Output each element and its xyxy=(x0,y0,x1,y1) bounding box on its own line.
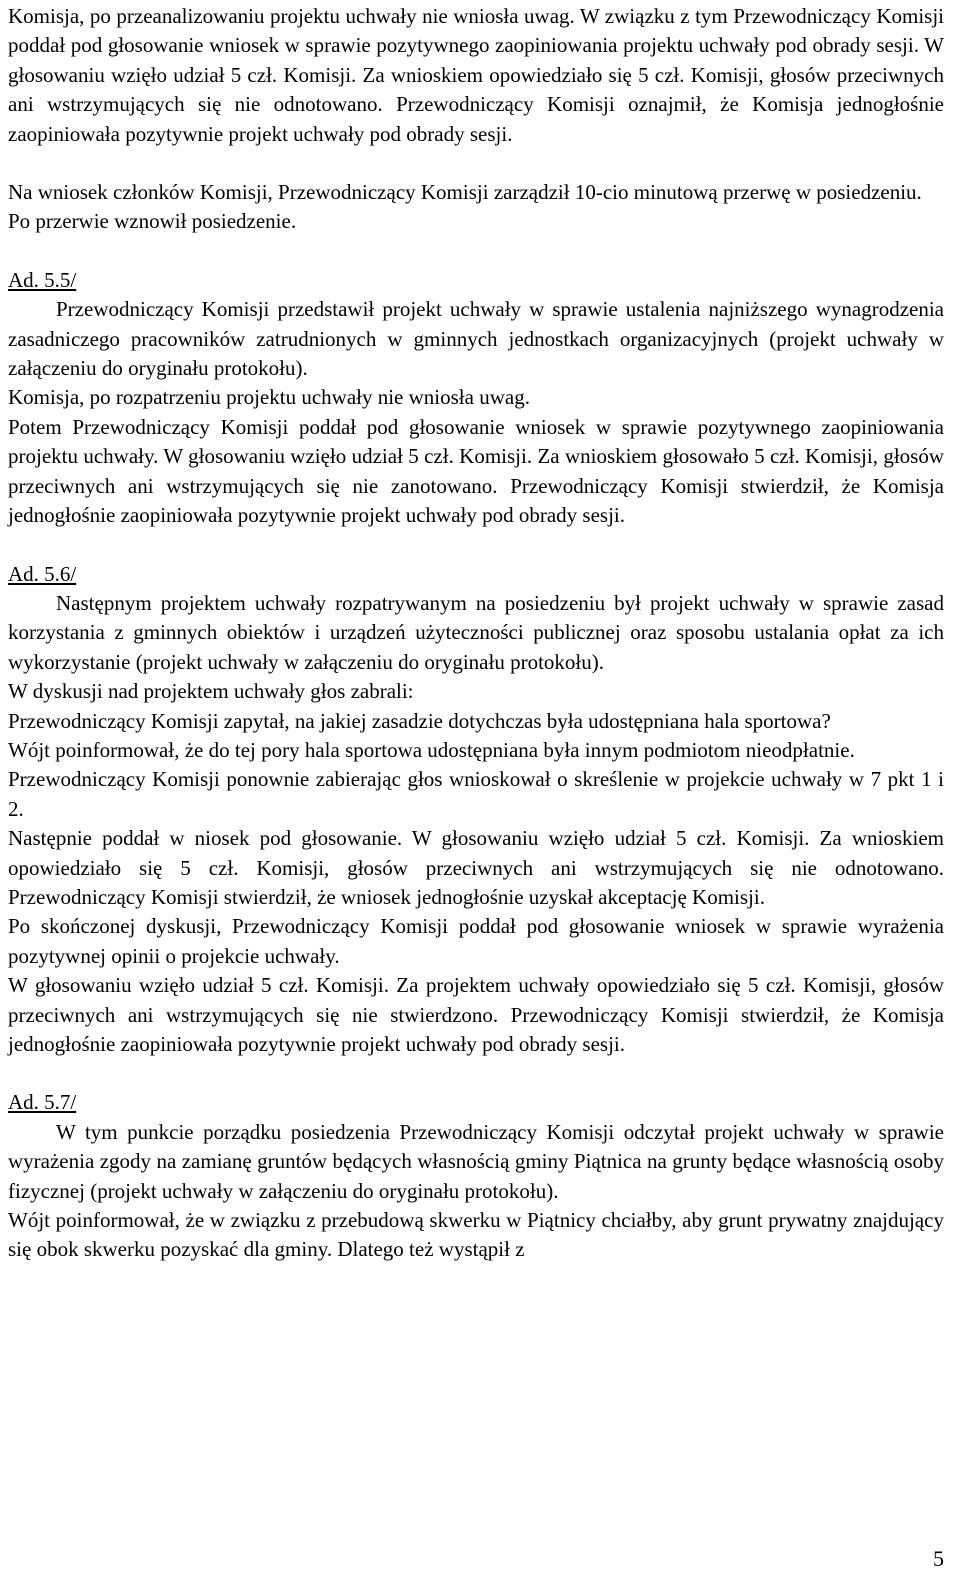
paragraph: Po skończonej dyskusji, Przewodniczący Komisji poddał pod głosowanie wniosek w sprawie wyrażenia pozytywnej opinii o projekcie uchwały. xyxy=(8,914,944,968)
spacer xyxy=(8,149,944,178)
paragraph: Komisja, po przeanalizowaniu projektu uchwały nie wniosła uwag. W związku z tym Przewodniczący Komisji poddał pod głosowanie wniosek w sprawie pozytywnego zaopiniowania projektu uchwały pod obrady sesji. W głosowaniu wzięło udział 5 czł. Komisji. Za wnioskiem opowiedziało się 5 czł. Komisji, głosów przeciwnych ani wstrzymujących się nie odnotowano. Przewodniczący Komisji oznajmił, że Komisja jednogłośnie zaopiniowała pozytywnie projekt uchwały pod obrady sesji. xyxy=(8,4,944,146)
paragraph: Przewodniczący Komisji ponownie zabierając głos wnioskował o skreślenie w projekcie uchwały w 7 pkt 1 i 2. xyxy=(8,767,944,821)
page-number: 5 xyxy=(933,1546,944,1571)
paragraph: Na wniosek członków Komisji, Przewodniczący Komisji zarządził 10-cio minutową przerwę w posiedzeniu. xyxy=(8,180,922,205)
spacer xyxy=(8,1059,944,1088)
paragraph: Wójt poinformował, że do tej pory hala sportowa udostępniana była innym podmiotom nieodpłatnie. xyxy=(8,737,855,762)
paragraph: Wójt poinformował, że w związku z przebudową skwerku w Piątnicy chciałby, aby grunt prywatny znajdujący się obok skwerku pozyskać dla gminy. Dlatego też wystąpił z xyxy=(8,1208,944,1262)
paragraph: Komisja, po rozpatrzeniu projektu uchwały nie wniosła uwag. xyxy=(8,385,530,410)
section-heading-text: Ad. 5.6/ xyxy=(8,561,77,586)
paragraph: Następnie poddał w niosek pod głosowanie. W głosowaniu wzięło udział 5 czł. Komisji. Za wnioskiem opowiedziało się 5 czł. Komisji, głosów przeciwnych ani wstrzymujących się nie odnotowano. Przewodniczący Komisji stwierdził, że wniosek jednogłośnie uzyskał akceptację Komisji. xyxy=(8,826,944,909)
paragraph: W dyskusji nad projektem uchwały głos zabrali: xyxy=(8,679,414,704)
paragraph: W tym punkcie porządku posiedzenia Przewodniczący Komisji odczytał projekt uchwały w sprawie wyrażenia zgody na zamianę gruntów będących własnością gminy Piątnica na grunty będące własnością osoby fizycznej (projekt uchwały w załączeniu do oryginału protokołu). xyxy=(8,1119,944,1203)
section-heading-5-6 xyxy=(8,560,944,589)
section-heading-5-7 xyxy=(8,1088,944,1117)
section-heading-text: Ad. 5.7/ xyxy=(8,1090,77,1115)
paragraph: Potem Przewodniczący Komisji poddał pod głosowanie wniosek w sprawie pozytywnego zaopiniowania projektu uchwały. W głosowaniu wzięło udział 5 czł. Komisji. Za wnioskiem głosowało 5 czł. Komisji, głosów przeciwnych ani wstrzymujących się nie zanotowano. Przewodniczący Komisji stwierdził, że Komisja jednogłośnie zaopiniowała pozytywnie projekt uchwały pod obrady sesji. xyxy=(8,414,944,528)
spacer xyxy=(8,237,944,266)
section-heading-5-5 xyxy=(8,266,944,295)
paragraph: W głosowaniu wzięło udział 5 czł. Komisji. Za projektem uchwały opowiedziało się 5 czł. Komisji, głosów przeciwnych ani wstrzymujących się nie stwierdzono. Przewodniczący Komisji stwierdził, że Komisja jednogłośnie zaopiniowała pozytywnie projekt uchwały pod obrady sesji. xyxy=(8,973,944,1056)
section-heading-text: Ad. 5.5/ xyxy=(8,267,77,292)
paragraph: Po przerwie wznowił posiedzenie. xyxy=(8,209,297,234)
paragraph: Przewodniczący Komisji przedstawił projekt uchwały w sprawie ustalenia najniższego wynagrodzenia zasadniczego pracowników zatrudnionych w gminnych jednostkach organizacyjnych (projekt uchwały w załączeniu do oryginału protokołu). xyxy=(8,297,944,381)
spacer xyxy=(8,531,944,560)
paragraph: Przewodniczący Komisji zapytał, na jakiej zasadzie dotychczas była udostępniana hala sportowa? xyxy=(8,708,831,733)
paragraph: Następnym projektem uchwały rozpatrywanym na posiedzeniu był projekt uchwały w sprawie zasad korzystania z gminnych obiektów i urządzeń użyteczności publicznej oraz sposobu ustalania opłat za ich wykorzystanie (projekt uchwały w załączeniu do oryginału protokołu). xyxy=(8,590,944,674)
